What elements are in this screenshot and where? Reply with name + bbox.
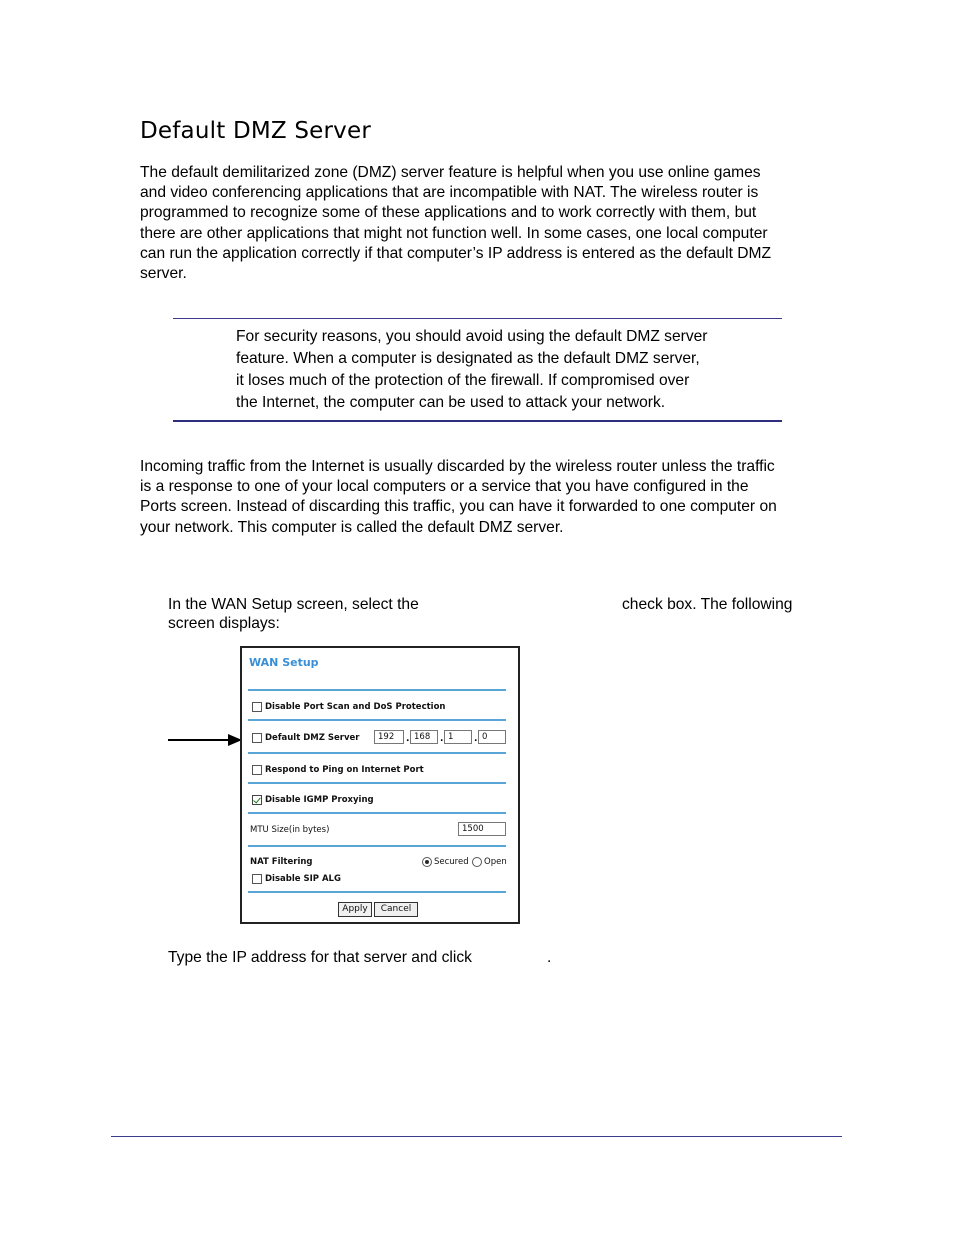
- note-line: it loses much of the protection of the firewall. If compromised over: [236, 372, 690, 389]
- separator: [248, 782, 506, 784]
- traffic-line: Ports screen. Instead of discarding this traffic, you can have it forwarded to one computer on: [140, 498, 777, 516]
- nat-open-radio[interactable]: [472, 857, 482, 867]
- dmz-ip-octet-4[interactable]: [478, 730, 506, 744]
- dmz-ip-octet-3[interactable]: [444, 730, 472, 744]
- note-top-rule: [173, 318, 782, 319]
- nat-secured-radio[interactable]: [422, 857, 432, 867]
- nat-open-label: Open: [484, 857, 507, 867]
- intro-line: The default demilitarized zone (DMZ) server feature is helpful when you use online games: [140, 164, 761, 181]
- ip-dot: .: [474, 734, 478, 744]
- intro-line: server.: [140, 265, 187, 283]
- separator: [248, 719, 506, 721]
- dmz-ip-octet-1[interactable]: [374, 730, 404, 744]
- section-title: Default DMZ Server: [140, 118, 371, 144]
- separator: [248, 752, 506, 754]
- disable-igmp-label: Disable IGMP Proxying: [265, 795, 374, 805]
- pointer-arrow-icon: [166, 730, 244, 750]
- cancel-button[interactable]: Cancel: [374, 902, 418, 917]
- nat-filtering-label: NAT Filtering: [250, 857, 313, 867]
- note-line: the Internet, the computer can be used to attack your network.: [236, 394, 666, 411]
- step2-period: .: [547, 949, 552, 966]
- security-note: [236, 326, 766, 414]
- disable-sip-alg-label: Disable SIP ALG: [265, 874, 341, 884]
- traffic-line: your network. This computer is called the default DMZ server.: [140, 518, 564, 536]
- intro-line: there are other applications that might not function well. In some cases, one local computer: [140, 224, 768, 242]
- step1-text-start: In the WAN Setup screen, select the: [168, 596, 419, 613]
- respond-ping-label: Respond to Ping on Internet Port: [265, 765, 424, 775]
- separator: [248, 812, 506, 814]
- mtu-size-input[interactable]: [458, 822, 506, 836]
- traffic-line: is a response to one of your local computers or a service that you have configured in the: [140, 478, 749, 496]
- apply-button[interactable]: Apply: [338, 902, 372, 917]
- intro-line: can run the application correctly if that computer’s IP address is entered as the default DMZ: [140, 244, 772, 262]
- dmz-ip-octet-2[interactable]: [410, 730, 438, 744]
- traffic-paragraph: [140, 457, 840, 538]
- intro-line: and video conferencing applications that are incompatible with NAT. The wireless router is: [140, 184, 759, 202]
- default-dmz-label: Default DMZ Server: [265, 733, 360, 743]
- mtu-size-label: MTU Size(in bytes): [250, 825, 330, 835]
- disable-port-scan-label: Disable Port Scan and DoS Protection: [265, 702, 446, 712]
- default-dmz-checkbox[interactable]: [252, 733, 262, 743]
- disable-sip-alg-checkbox[interactable]: [252, 874, 262, 884]
- nat-secured-label: Secured: [434, 857, 469, 867]
- intro-paragraph: [140, 163, 840, 284]
- ip-dot: .: [440, 734, 444, 744]
- note-line: feature. When a computer is designated as the default DMZ server,: [236, 350, 700, 367]
- intro-line: programmed to recognize some of these applications and to work correctly with them, but: [140, 204, 757, 222]
- disable-port-scan-checkbox[interactable]: [252, 702, 262, 712]
- separator: [248, 689, 506, 691]
- note-line: For security reasons, you should avoid using the default DMZ server: [236, 328, 708, 345]
- ip-dot: .: [406, 734, 410, 744]
- footer-rule: [111, 1136, 842, 1137]
- step1-text-end: check box. The following: [622, 596, 793, 613]
- step1-text-line2: screen displays:: [168, 615, 280, 632]
- traffic-line: Incoming traffic from the Internet is usually discarded by the wireless router unless the traffic: [140, 458, 775, 475]
- disable-igmp-checkbox[interactable]: [252, 795, 262, 805]
- wan-setup-panel: [240, 646, 520, 924]
- wan-setup-title: WAN Setup: [249, 656, 319, 669]
- separator: [248, 891, 506, 893]
- note-bottom-rule: [173, 420, 782, 422]
- separator: [248, 845, 506, 847]
- respond-ping-checkbox[interactable]: [252, 765, 262, 775]
- step2-text: Type the IP address for that server and click: [168, 949, 472, 966]
